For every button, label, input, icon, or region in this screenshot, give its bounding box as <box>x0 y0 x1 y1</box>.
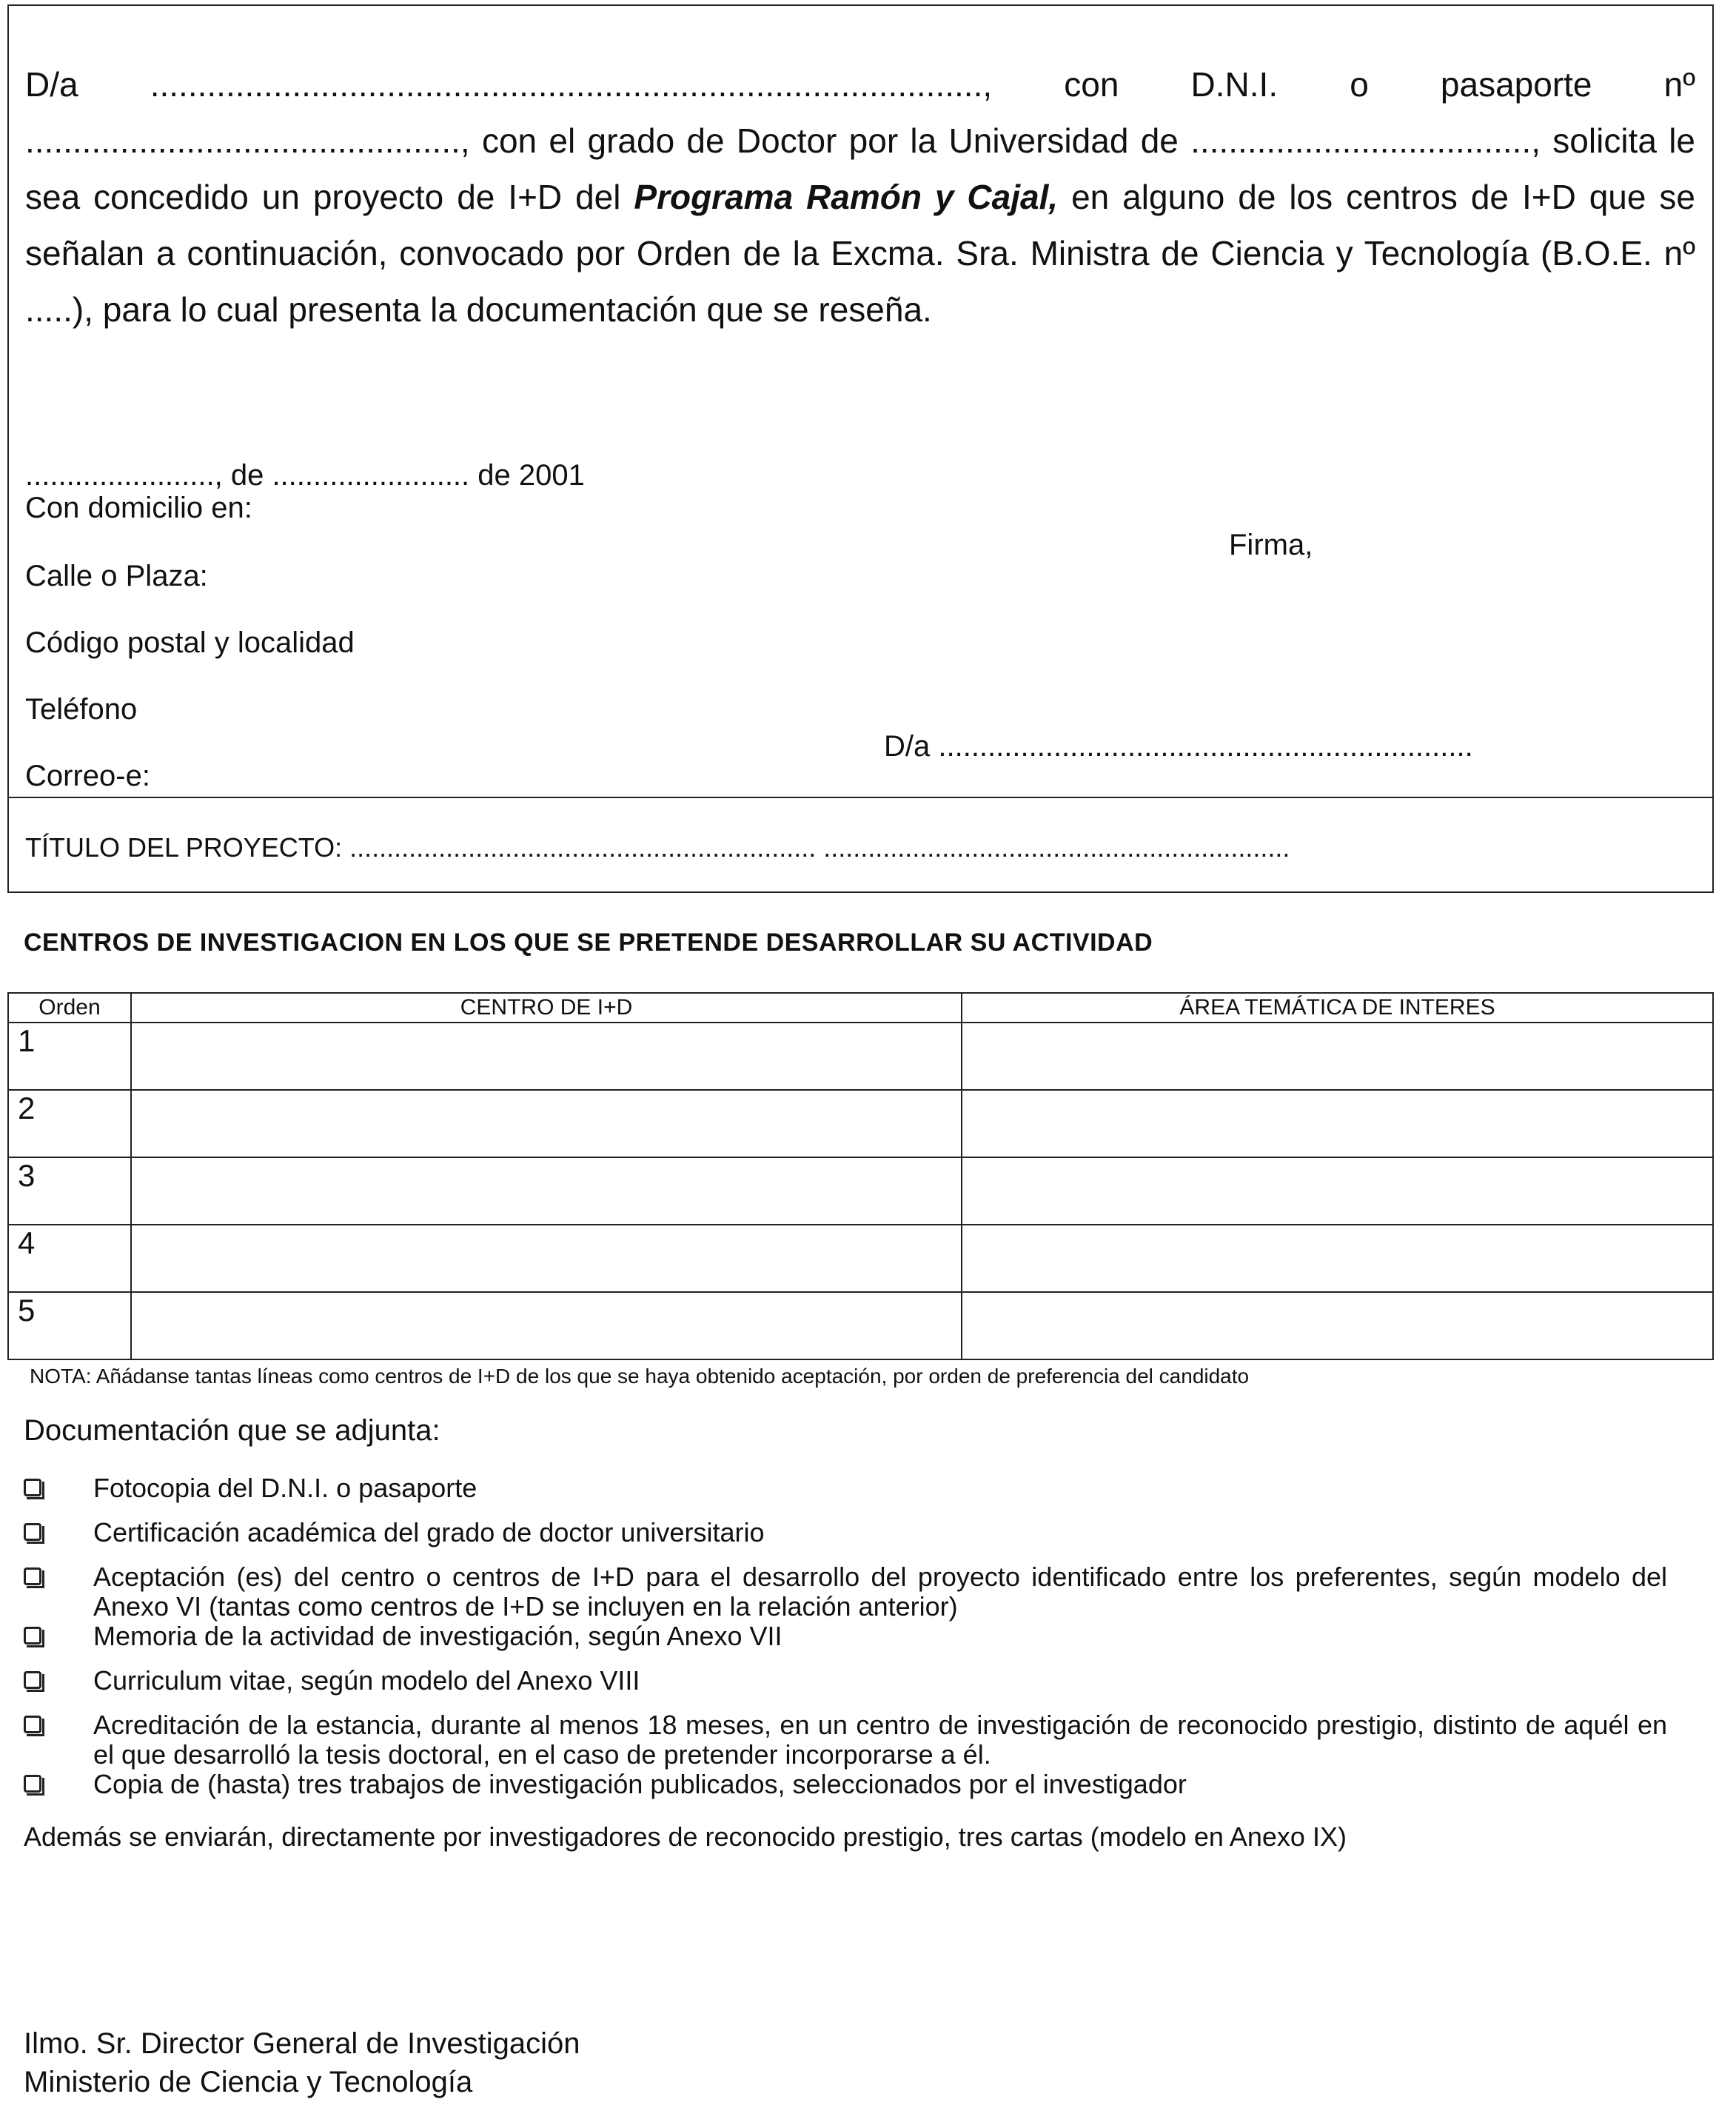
checkbox-icon[interactable] <box>24 1567 41 1585</box>
box-divider <box>9 797 1712 798</box>
header-centro: CENTRO DE I+D <box>131 993 962 1023</box>
centro-cell[interactable] <box>131 1292 962 1359</box>
list-item <box>24 1473 1667 1503</box>
list-item-label: Certificación académica del grado de doctor universitario <box>93 1517 765 1547</box>
centro-cell[interactable] <box>131 1090 962 1157</box>
list-item-label: Memoria de la actividad de investigación, según Anexo VII <box>93 1621 782 1651</box>
label-correo: Correo-e: <box>25 760 150 792</box>
table-row <box>8 1292 1713 1359</box>
label-telefono: Teléfono <box>25 693 138 726</box>
list-item <box>24 1622 1667 1651</box>
header-orden: Orden <box>8 993 131 1023</box>
row-number: 3 <box>8 1157 131 1225</box>
destinatario-line-2: Ministerio de Ciencia y Tecnología <box>24 2066 473 2098</box>
row-number: 2 <box>8 1090 131 1157</box>
checkbox-icon[interactable] <box>24 1479 41 1496</box>
solicitud-box <box>7 4 1714 893</box>
checkbox-icon[interactable] <box>24 1627 41 1644</box>
checkbox-icon[interactable] <box>24 1775 41 1793</box>
table-row <box>8 1157 1713 1225</box>
ademas-note: Además se enviarán, directamente por investigadores de reconocido prestigio, tres cartas (modelo en Anexo IX) <box>24 1821 1347 1852</box>
table-row <box>8 1023 1713 1090</box>
list-item <box>24 1562 1667 1622</box>
area-cell[interactable] <box>962 1157 1713 1225</box>
documentacion-list <box>24 1473 1667 1814</box>
label-domicilio: Con domicilio en: <box>25 492 252 524</box>
documentacion-title: Documentación que se adjunta: <box>24 1414 440 1447</box>
table-note: NOTA: Añádanse tantas líneas como centros de I+D de los que se haya obtenido aceptación, por orden de preferencia del candidato <box>30 1365 1250 1388</box>
centros-heading: CENTROS DE INVESTIGACION EN LOS QUE SE PRETENDE DESARROLLAR SU ACTIVIDAD <box>24 928 1153 957</box>
table-header-row <box>8 993 1713 1023</box>
programa-name: Programa Ramón y Cajal, <box>634 178 1059 216</box>
list-item-label: Acreditación de la estancia, durante al menos 18 meses, en un centro de investigación de reconocido prestigio, distinto de aquél en el que desarrolló la tesis doctoral, en el caso de pretender incorporarse a él. <box>93 1710 1667 1770</box>
checkbox-icon[interactable] <box>24 1671 41 1689</box>
list-item-label: Fotocopia del D.N.I. o pasaporte <box>93 1473 477 1503</box>
centro-cell[interactable] <box>131 1023 962 1090</box>
list-item-label: Copia de (hasta) tres trabajos de investigación publicados, seleccionados por el investigador <box>93 1769 1187 1799</box>
header-area: ÁREA TEMÁTICA DE INTERES <box>962 993 1713 1023</box>
solicitud-text-2: en alguno de los centros de I+D que se señalan a continuación, convocado por Orden de la Excma. Sra. Ministra de Ciencia y Tecnología (B.O.E. nº .....), para lo cual presenta la documentación que se reseña. <box>25 178 1695 329</box>
centro-cell[interactable] <box>131 1225 962 1292</box>
checkbox-icon[interactable] <box>24 1523 41 1541</box>
area-cell[interactable] <box>962 1292 1713 1359</box>
label-calle: Calle o Plaza: <box>25 560 208 592</box>
list-item-label: Aceptación (es) del centro o centros de I+D para el desarrollo del proyecto identificado entre los preferentes, según modelo del Anexo VI (tantas como centros de I+D se incluyen en la relación anterior) <box>93 1562 1667 1622</box>
table-row <box>8 1090 1713 1157</box>
list-item <box>24 1518 1667 1547</box>
firma-name-line: D/a ................................................................. <box>884 730 1473 763</box>
checkbox-icon[interactable] <box>24 1716 41 1733</box>
list-item-label: Curriculum vitae, según modelo del Anexo VIII <box>93 1665 640 1696</box>
list-item <box>24 1710 1667 1770</box>
area-cell[interactable] <box>962 1225 1713 1292</box>
area-cell[interactable] <box>962 1023 1713 1090</box>
area-cell[interactable] <box>962 1090 1713 1157</box>
date-line: ......................., de ........................ de 2001 <box>25 459 585 492</box>
destinatario-line-1: Ilmo. Sr. Director General de Investigación <box>24 2027 580 2060</box>
row-number: 4 <box>8 1225 131 1292</box>
row-number: 1 <box>8 1023 131 1090</box>
centros-table <box>7 992 1714 1360</box>
solicitud-text-1: D/a ........................................................................................, con D.N.I. o pasaporte nº .............................................., con el grado de Doctor por la Universidad de ...................................., solicita le sea concedido un proyecto de I+D del <box>25 65 1695 216</box>
solicitud-paragraph <box>25 56 1695 338</box>
row-number: 5 <box>8 1292 131 1359</box>
label-codigo-postal: Código postal y localidad <box>25 626 355 659</box>
list-item <box>24 1666 1667 1696</box>
centro-cell[interactable] <box>131 1157 962 1225</box>
firma-label: Firma, <box>1229 529 1313 561</box>
titulo-proyecto-field: TÍTULO DEL PROYECTO: ............................................................... ............................................................... <box>25 832 1290 863</box>
list-item <box>24 1770 1667 1799</box>
destinatario <box>24 2024 580 2101</box>
table-row <box>8 1225 1713 1292</box>
